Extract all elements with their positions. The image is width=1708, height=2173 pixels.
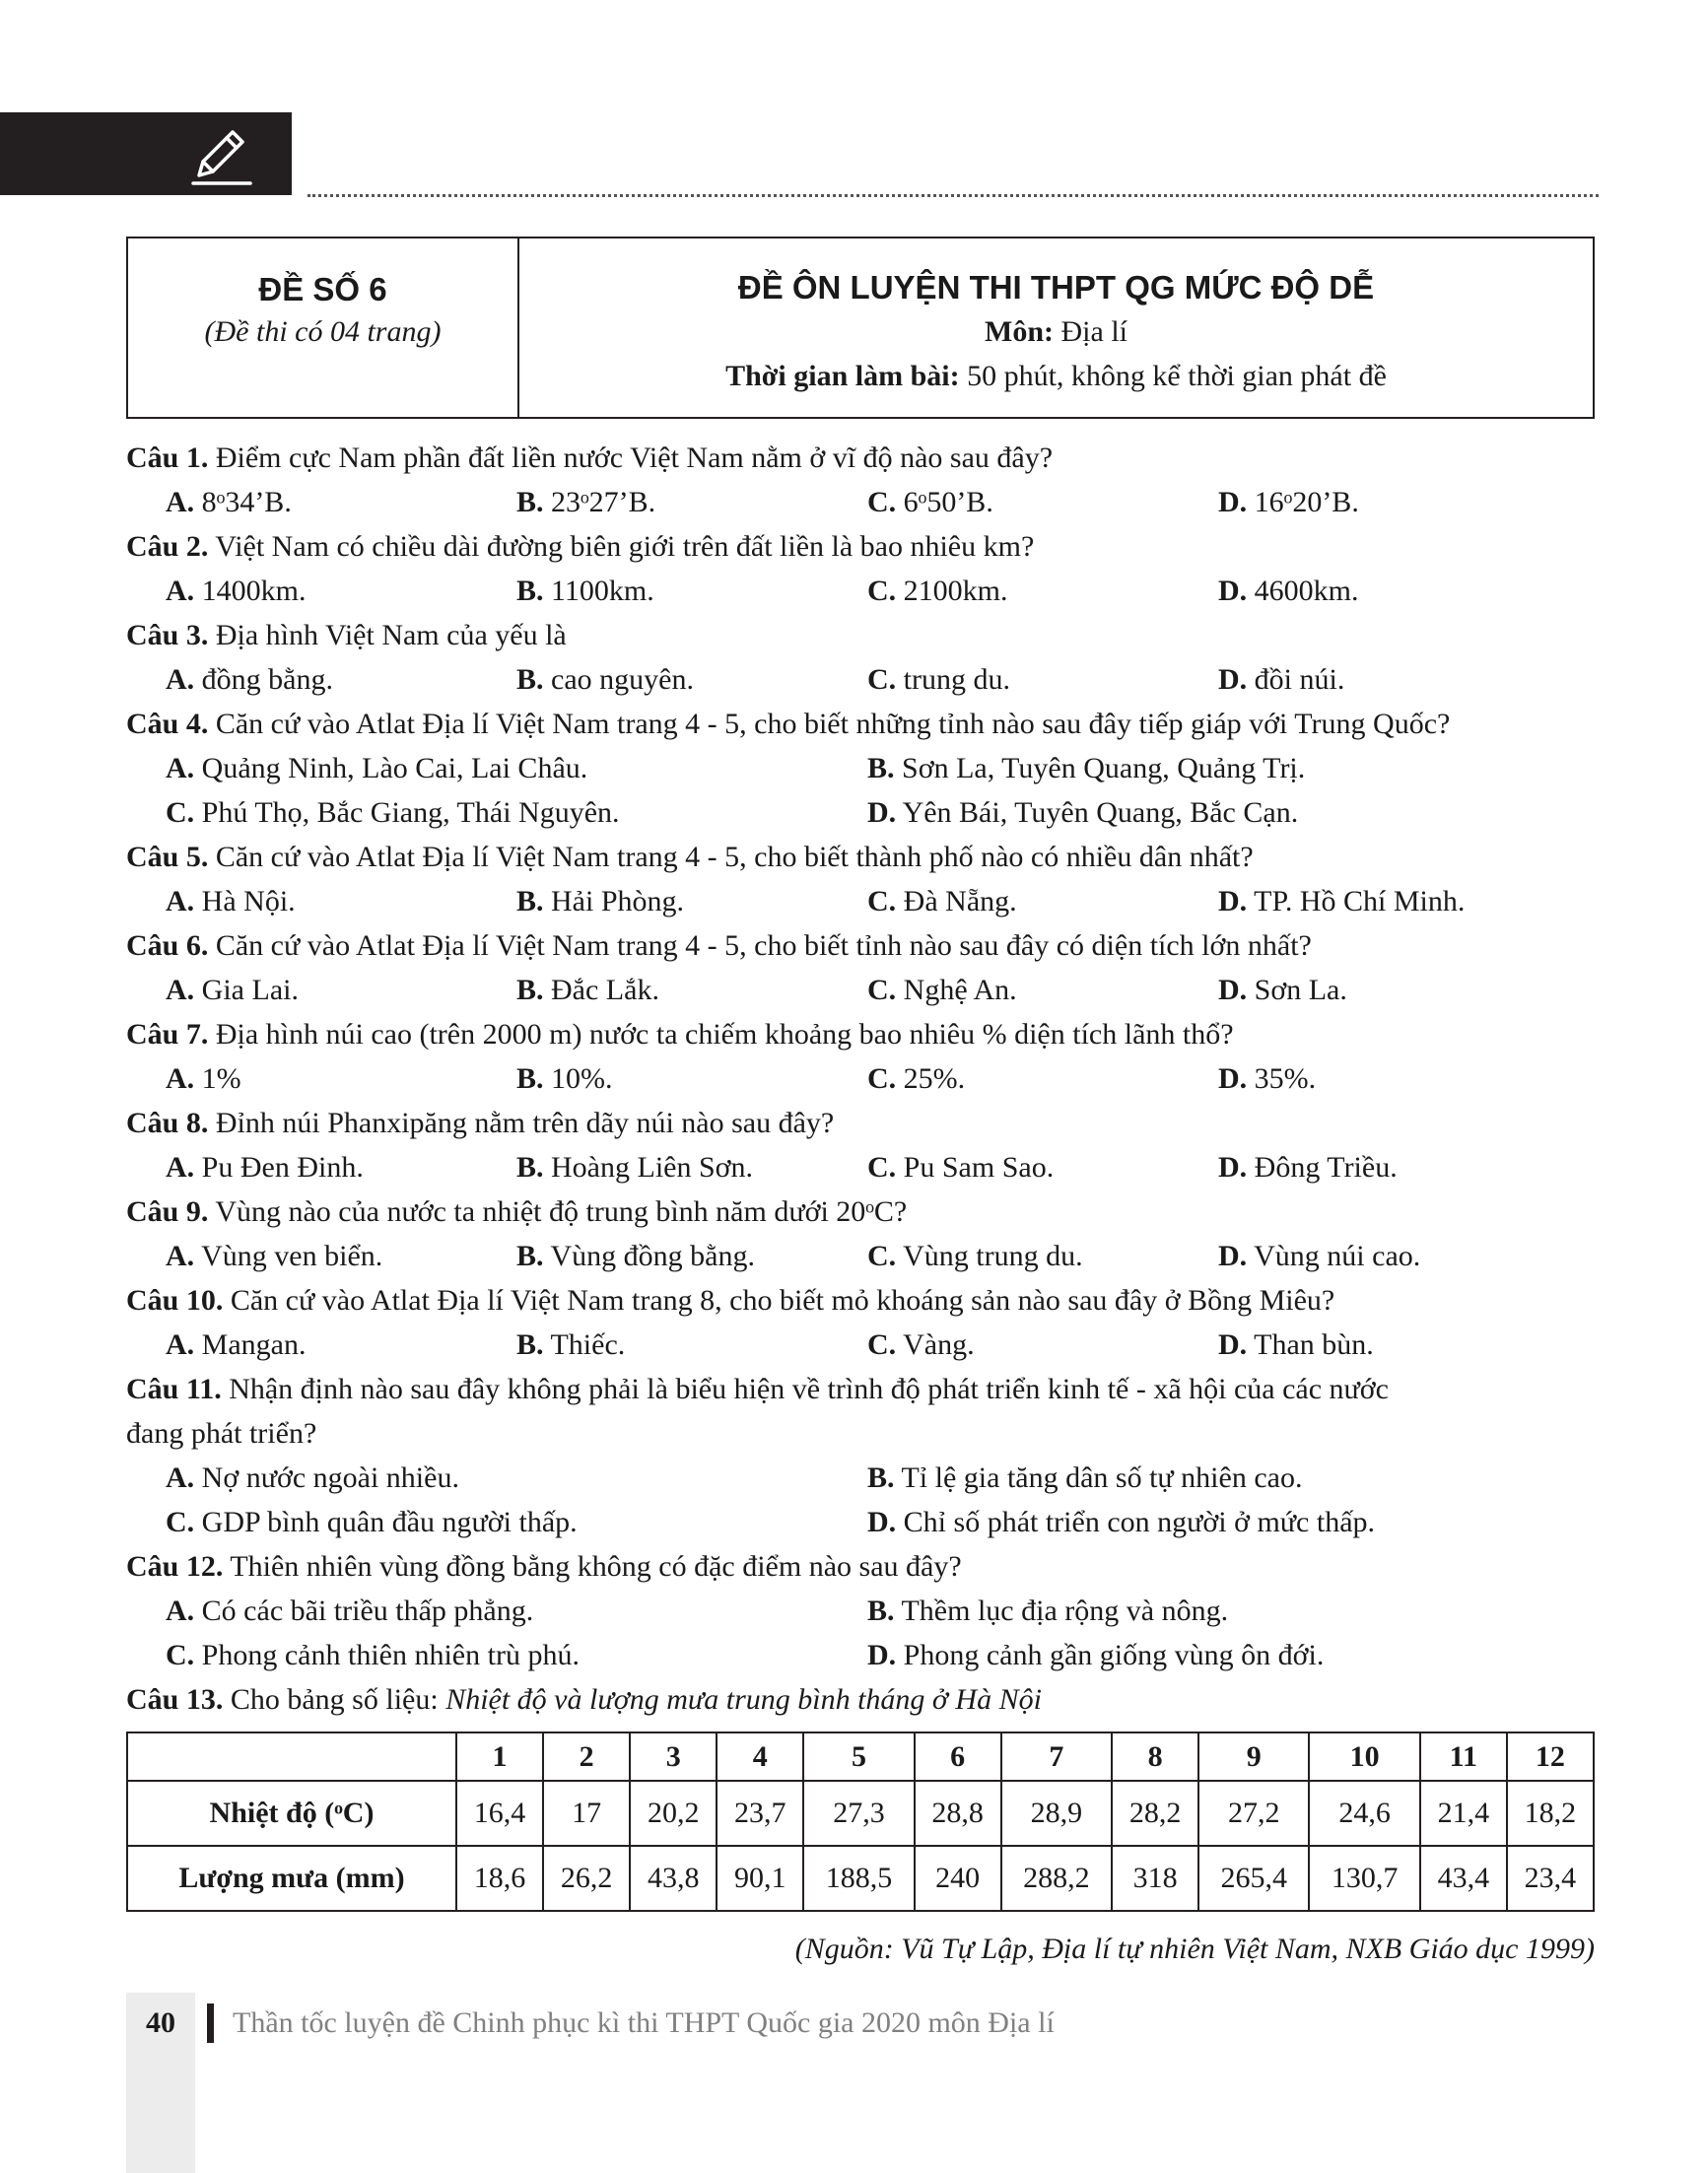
table-cell: 18,2 (1507, 1781, 1594, 1846)
question-13 (126, 1677, 1605, 1722)
question-2 (126, 524, 1605, 569)
time-value: 50 phút, không kể thời gian phát đề (967, 360, 1387, 392)
options-5 (126, 879, 1605, 923)
question-text: Căn cứ vào Atlat Địa lí Việt Nam trang 4 - 5, cho biết thành phố nào có nhiều dân nhất? (215, 841, 1254, 873)
question-label: Câu 9. (126, 1195, 209, 1228)
options-3 (126, 657, 1605, 702)
table-cell: 20,2 (630, 1781, 717, 1846)
question-label: Câu 3. (126, 619, 209, 651)
pencil-icon (185, 120, 256, 191)
option-b: B. Đắc Lắk. (516, 974, 659, 1006)
option-c: C. 6ᵒ50’B. (867, 486, 993, 518)
option-a: A. 1% (166, 1062, 241, 1095)
page-count: (Đề thi có 04 trang) (204, 315, 442, 348)
exam-title: ĐỀ ÔN LUYỆN THI THPT QG MỨC ĐỘ DỄ (737, 269, 1375, 306)
table-cell: 26,2 (543, 1846, 630, 1911)
month-cell: 1 (456, 1732, 543, 1781)
options-2 (126, 569, 1605, 613)
question-text: Căn cứ vào Atlat Địa lí Việt Nam trang 4 - 5, cho biết những tỉnh nào sau đây tiếp giáp với Trung Quốc? (215, 708, 1451, 740)
question-3 (126, 613, 1605, 657)
question-5 (126, 835, 1605, 879)
options-4a (126, 746, 1605, 790)
option-a: A. Hà Nội. (166, 885, 296, 917)
option-c: C. Phú Thọ, Bắc Giang, Thái Nguyên. (166, 796, 620, 829)
option-c: C. Đà Nẵng. (867, 885, 1017, 917)
row-label: Nhiệt độ (ᵒC) (127, 1781, 456, 1846)
question-text: Đỉnh núi Phanxipăng nằm trên dãy núi nào sau đây? (215, 1107, 835, 1139)
time-label: Thời gian làm bài: (725, 360, 960, 392)
table-cell: 24,6 (1309, 1781, 1419, 1846)
option-a: A. Vùng ven biển. (166, 1240, 383, 1272)
options-8 (126, 1145, 1605, 1189)
question-label: Câu 13. (126, 1683, 224, 1716)
option-d: D. 16ᵒ20’B. (1218, 486, 1359, 518)
option-a: A. Có các bãi triều thấp phẳng. (166, 1595, 534, 1627)
option-d: D. Than bùn. (1218, 1328, 1374, 1361)
question-text: Cho bảng số liệu: (230, 1683, 439, 1716)
option-c: C. 25%. (867, 1062, 966, 1095)
table-cell: 28,2 (1112, 1781, 1198, 1846)
table-cell: 43,8 (630, 1846, 717, 1911)
question-label: Câu 1. (126, 441, 209, 474)
question-list (126, 436, 1605, 1722)
question-9 (126, 1189, 1605, 1234)
option-d: D. Phong cảnh gần giống vùng ôn đới. (867, 1639, 1325, 1671)
option-b: B. 10%. (516, 1062, 613, 1095)
question-text: Thiên nhiên vùng đồng bằng không có đặc điểm nào sau đây? (230, 1550, 962, 1583)
footer-separator (207, 2003, 214, 2043)
option-d: D. Vùng núi cao. (1218, 1240, 1421, 1272)
option-a: A. Pu Đen Đinh. (166, 1151, 364, 1184)
option-a: A. Mangan. (166, 1328, 307, 1361)
question-text: Nhận định nào sau đây không phải là biểu hiện về trình độ phát triển kinh tế - xã hội của các nước (229, 1373, 1389, 1405)
option-b: B. Thềm lục địa rộng và nông. (867, 1595, 1229, 1627)
option-a: A. đồng bằng. (166, 663, 333, 696)
options-10 (126, 1323, 1605, 1367)
month-cell: 3 (630, 1732, 717, 1781)
option-d: D. Yên Bái, Tuyên Quang, Bắc Cạn. (867, 796, 1299, 829)
question-7 (126, 1012, 1605, 1056)
table-cell: 90,1 (717, 1846, 803, 1911)
option-d: D. Chỉ số phát triển con người ở mức thấp. (867, 1506, 1376, 1538)
options-12a (126, 1589, 1605, 1633)
option-d: D. Đông Triều. (1218, 1151, 1398, 1184)
exam-info-cell (519, 238, 1593, 417)
subject-label: Môn: (985, 315, 1054, 348)
option-c: C. 2100km. (867, 575, 1008, 607)
question-11-cont: đang phát triển? (126, 1417, 317, 1450)
table-cell: 16,4 (456, 1781, 543, 1846)
month-cell: 2 (543, 1732, 630, 1781)
option-b: B. Tỉ lệ gia tăng dân số tự nhiên cao. (867, 1461, 1303, 1494)
option-a: A. 1400km. (166, 575, 307, 607)
options-7 (126, 1056, 1605, 1101)
option-b: B. 1100km. (516, 575, 654, 607)
question-label: Câu 10. (126, 1284, 224, 1317)
exam-number: ĐỀ SỐ 6 (258, 271, 387, 307)
option-a: A. Nợ nước ngoài nhiều. (166, 1461, 459, 1494)
question-text: Căn cứ vào Atlat Địa lí Việt Nam trang 4 - 5, cho biết tỉnh nào sau đây có diện tích lớn nhất? (215, 929, 1312, 962)
table-row (127, 1781, 1594, 1846)
table-cell: 28,9 (1001, 1781, 1112, 1846)
table-cell: 288,2 (1001, 1846, 1112, 1911)
table-cell: 28,8 (915, 1781, 1001, 1846)
month-cell: 10 (1309, 1732, 1419, 1781)
question-8 (126, 1101, 1605, 1145)
table-cell: 27,2 (1198, 1781, 1309, 1846)
option-b: B. Thiếc. (516, 1328, 626, 1361)
question-4 (126, 702, 1605, 746)
table-header-row (127, 1732, 1594, 1781)
table-caption: Nhiệt độ và lượng mưa trung bình tháng ở Hà Nội (445, 1683, 1042, 1716)
option-c: C. GDP bình quân đầu người thấp. (166, 1506, 578, 1538)
options-11b (126, 1500, 1605, 1544)
question-label: Câu 2. (126, 530, 209, 563)
question-11 (126, 1367, 1605, 1411)
table-cell: 21,4 (1420, 1781, 1507, 1846)
option-a: A. 8ᵒ34’B. (166, 486, 292, 518)
question-text: Việt Nam có chiều dài đường biên giới trên đất liền là bao nhiêu km? (215, 530, 1035, 563)
option-b: B. Sơn La, Tuyên Quang, Quảng Trị. (867, 752, 1306, 784)
option-c: C. Phong cảnh thiên nhiên trù phú. (166, 1639, 580, 1671)
question-text: Vùng nào của nước ta nhiệt độ trung bình năm dưới 20ᵒC? (215, 1195, 908, 1228)
question-label: Câu 12. (126, 1550, 224, 1583)
climate-table (126, 1732, 1595, 1912)
option-d: D. TP. Hồ Chí Minh. (1218, 885, 1466, 917)
question-12 (126, 1544, 1605, 1589)
time-line (519, 354, 1593, 398)
option-c: C. Vàng. (867, 1328, 975, 1361)
options-9 (126, 1234, 1605, 1278)
options-1 (126, 480, 1605, 524)
option-b: B. cao nguyên. (516, 663, 694, 696)
option-b: B. 23ᵒ27’B. (516, 486, 656, 518)
option-a: A. Quảng Ninh, Lào Cai, Lai Châu. (166, 752, 588, 784)
question-label: Câu 6. (126, 929, 209, 962)
question-text: Điểm cực Nam phần đất liền nước Việt Nam nằm ở vĩ độ nào sau đây? (215, 441, 1054, 474)
question-label: Câu 11. (126, 1373, 222, 1405)
option-c: C. Pu Sam Sao. (867, 1151, 1055, 1184)
dotted-rule (307, 194, 1599, 197)
table-row (127, 1846, 1594, 1911)
exam-header (126, 237, 1595, 419)
month-cell: 12 (1507, 1732, 1594, 1781)
option-b: B. Hải Phòng. (516, 885, 685, 917)
exam-id-cell (128, 238, 519, 417)
option-c: C. Nghệ An. (867, 974, 1017, 1006)
options-4b (126, 790, 1605, 835)
table-cell: 17 (543, 1781, 630, 1846)
option-a: A. Gia Lai. (166, 974, 299, 1006)
month-cell: 7 (1001, 1732, 1112, 1781)
month-cell: 11 (1420, 1732, 1507, 1781)
month-cell: 6 (915, 1732, 1001, 1781)
table-source: (Nguồn: Vũ Tự Lập, Địa lí tự nhiên Việt Nam, NXB Giáo dục 1999) (794, 1933, 1595, 1965)
question-6 (126, 923, 1605, 968)
option-d: D. đồi núi. (1218, 663, 1345, 696)
table-corner-cell (127, 1732, 456, 1781)
table-cell: 23,7 (717, 1781, 803, 1846)
row-label: Lượng mưa (mm) (127, 1846, 456, 1911)
question-text: Địa hình núi cao (trên 2000 m) nước ta chiếm khoảng bao nhiêu % diện tích lãnh thổ? (215, 1018, 1234, 1051)
option-c: C. trung du. (867, 663, 1010, 696)
option-b: B. Vùng đồng bằng. (516, 1240, 755, 1272)
question-10 (126, 1278, 1605, 1323)
option-b: B. Hoàng Liên Sơn. (516, 1151, 754, 1184)
question-label: Câu 5. (126, 841, 209, 873)
option-d: D. Sơn La. (1218, 974, 1347, 1006)
options-12b (126, 1633, 1605, 1677)
table-cell: 188,5 (803, 1846, 914, 1911)
table-cell: 23,4 (1507, 1846, 1594, 1911)
table-cell: 18,6 (456, 1846, 543, 1911)
question-text: Căn cứ vào Atlat Địa lí Việt Nam trang 8, cho biết mỏ khoáng sản nào sau đây ở Bồng Miêu? (230, 1284, 1335, 1317)
question-label: Câu 8. (126, 1107, 209, 1139)
options-6 (126, 968, 1605, 1012)
option-d: D. 35%. (1218, 1062, 1317, 1095)
table-cell: 27,3 (803, 1781, 914, 1846)
question-text: Địa hình Việt Nam của yếu là (215, 619, 567, 651)
table-cell: 240 (915, 1846, 1001, 1911)
option-d: D. 4600km. (1218, 575, 1359, 607)
subject-value: Địa lí (1060, 315, 1127, 348)
option-c: C. Vùng trung du. (867, 1240, 1083, 1272)
table-cell: 130,7 (1309, 1846, 1419, 1911)
month-cell: 5 (803, 1732, 914, 1781)
question-label: Câu 7. (126, 1018, 209, 1051)
subject-line (519, 309, 1593, 354)
question-label: Câu 4. (126, 708, 209, 740)
month-cell: 9 (1198, 1732, 1309, 1781)
footer-book-title: Thần tốc luyện đề Chinh phục kì thi THPT Quốc gia 2020 môn Địa lí (233, 2006, 1055, 2039)
table-cell: 265,4 (1198, 1846, 1309, 1911)
month-cell: 8 (1112, 1732, 1198, 1781)
table-cell: 318 (1112, 1846, 1198, 1911)
month-cell: 4 (717, 1732, 803, 1781)
page-number: 40 (146, 2006, 175, 2039)
table-cell: 43,4 (1420, 1846, 1507, 1911)
options-11a (126, 1456, 1605, 1500)
question-1 (126, 436, 1605, 480)
